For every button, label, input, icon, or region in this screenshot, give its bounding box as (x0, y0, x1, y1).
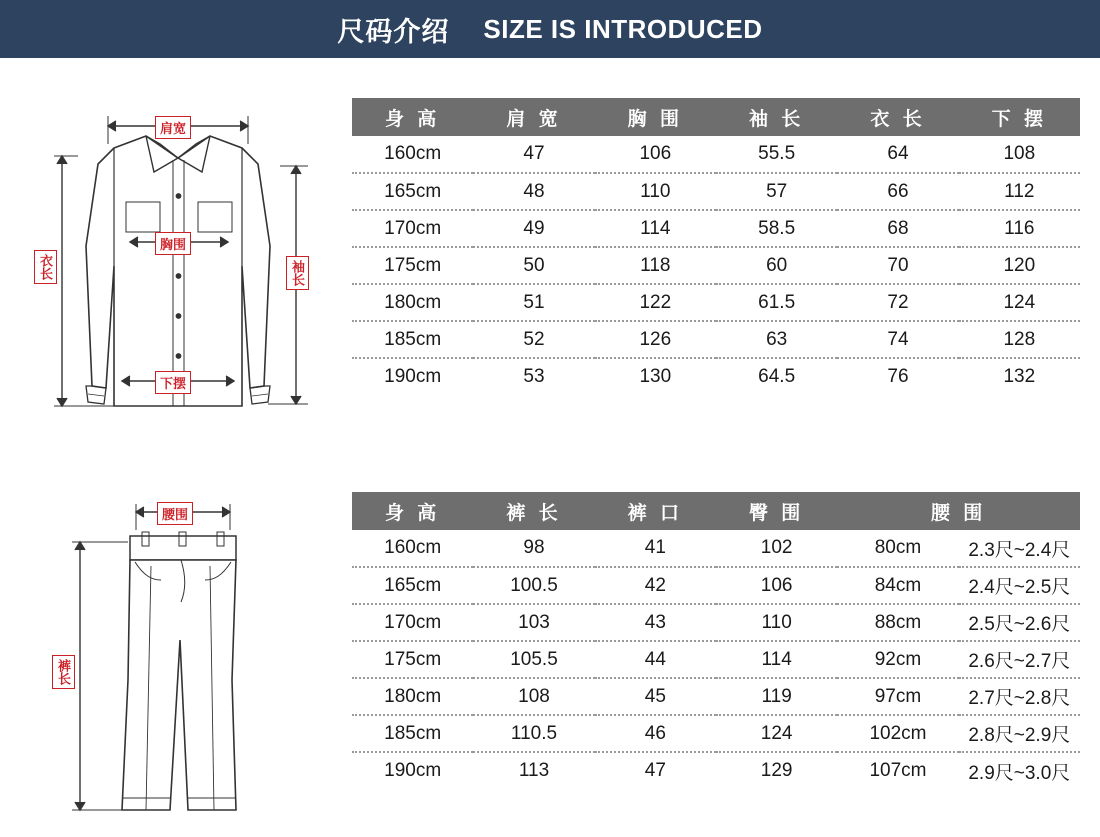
cell-chest: 114 (595, 210, 716, 247)
cell-hip: 110 (716, 604, 837, 641)
label-pants-length: 裤长 (52, 655, 75, 689)
cell-chest: 126 (595, 321, 716, 358)
cell-sleeve: 63 (716, 321, 837, 358)
cell-hip: 119 (716, 678, 837, 715)
cell-length: 76 (837, 358, 958, 395)
col-header-chest: 胸 围 (595, 98, 716, 136)
cell-sleeve: 64.5 (716, 358, 837, 395)
table-row (352, 604, 1080, 641)
cell-shoulder: 49 (473, 210, 594, 247)
cell-hem: 132 (959, 358, 1080, 395)
cell-sleeve: 60 (716, 247, 837, 284)
cell-hem: 128 (959, 321, 1080, 358)
cell-height: 160cm (352, 136, 473, 173)
cell-shoulder: 53 (473, 358, 594, 395)
cell-waist-cm: 80cm (837, 530, 958, 567)
cell-chest: 110 (595, 173, 716, 210)
cell-pants-opening: 46 (595, 715, 716, 752)
cell-waist-chi: 2.8尺~2.9尺 (959, 715, 1080, 752)
cell-height: 175cm (352, 247, 473, 284)
table-row (352, 752, 1080, 789)
cell-waist-cm: 97cm (837, 678, 958, 715)
shirt-diagram (18, 86, 338, 416)
cell-hip: 114 (716, 641, 837, 678)
cell-height: 185cm (352, 715, 473, 752)
cell-length: 66 (837, 173, 958, 210)
table-row (352, 136, 1080, 173)
table-row (352, 210, 1080, 247)
cell-height: 170cm (352, 210, 473, 247)
cell-pants-opening: 45 (595, 678, 716, 715)
col-header-pants-opening: 裤 口 (595, 492, 716, 530)
cell-waist-chi: 2.7尺~2.8尺 (959, 678, 1080, 715)
cell-hip: 102 (716, 530, 837, 567)
cell-chest: 130 (595, 358, 716, 395)
label-waist: 腰围 (157, 502, 193, 525)
col-header-height: 身 高 (352, 98, 473, 136)
cell-waist-cm: 88cm (837, 604, 958, 641)
cell-length: 64 (837, 136, 958, 173)
table-row (352, 173, 1080, 210)
col-header-hem: 下 摆 (959, 98, 1080, 136)
cell-height: 185cm (352, 321, 473, 358)
cell-hip: 124 (716, 715, 837, 752)
cell-waist-cm: 92cm (837, 641, 958, 678)
table-row (352, 678, 1080, 715)
cell-waist-cm: 107cm (837, 752, 958, 789)
col-header-waist: 腰 围 (837, 492, 1080, 530)
table-row (352, 247, 1080, 284)
label-garment-length: 衣长 (34, 250, 57, 284)
cell-sleeve: 61.5 (716, 284, 837, 321)
cell-waist-chi: 2.3尺~2.4尺 (959, 530, 1080, 567)
col-header-shoulder: 肩 宽 (473, 98, 594, 136)
cell-pants-opening: 43 (595, 604, 716, 641)
cell-hip: 129 (716, 752, 837, 789)
cell-length: 72 (837, 284, 958, 321)
label-sleeve-length: 袖长 (286, 256, 309, 290)
col-header-sleeve: 袖 长 (716, 98, 837, 136)
table-row (352, 567, 1080, 604)
cell-shoulder: 47 (473, 136, 594, 173)
table-header-row (352, 492, 1080, 530)
cell-shoulder: 51 (473, 284, 594, 321)
pants-diagram (18, 480, 338, 830)
cell-pants-opening: 47 (595, 752, 716, 789)
cell-pants-opening: 42 (595, 567, 716, 604)
cell-hem: 124 (959, 284, 1080, 321)
cell-shoulder: 52 (473, 321, 594, 358)
pants-size-table (352, 492, 1080, 789)
cell-pants-length: 100.5 (473, 567, 594, 604)
cell-height: 165cm (352, 173, 473, 210)
cell-length: 68 (837, 210, 958, 247)
pants-size-table-wrap (352, 492, 1080, 789)
table-header-row (352, 98, 1080, 136)
cell-pants-opening: 41 (595, 530, 716, 567)
header-title-cn: 尺码介绍 (337, 16, 450, 47)
cell-sleeve: 58.5 (716, 210, 837, 247)
cell-shoulder: 50 (473, 247, 594, 284)
cell-height: 160cm (352, 530, 473, 567)
cell-height: 190cm (352, 358, 473, 395)
cell-waist-cm: 102cm (837, 715, 958, 752)
col-header-height: 身 高 (352, 492, 473, 530)
cell-length: 74 (837, 321, 958, 358)
cell-height: 175cm (352, 641, 473, 678)
cell-length: 70 (837, 247, 958, 284)
table-row (352, 284, 1080, 321)
cell-sleeve: 57 (716, 173, 837, 210)
table-row (352, 641, 1080, 678)
cell-waist-chi: 2.9尺~3.0尺 (959, 752, 1080, 789)
table-row (352, 321, 1080, 358)
col-header-pants-length: 裤 长 (473, 492, 594, 530)
cell-hem: 112 (959, 173, 1080, 210)
cell-height: 190cm (352, 752, 473, 789)
cell-pants-length: 108 (473, 678, 594, 715)
page-header (0, 0, 1100, 58)
table-row (352, 715, 1080, 752)
cell-pants-opening: 44 (595, 641, 716, 678)
cell-pants-length: 103 (473, 604, 594, 641)
cell-chest: 106 (595, 136, 716, 173)
cell-shoulder: 48 (473, 173, 594, 210)
cell-hem: 108 (959, 136, 1080, 173)
cell-pants-length: 110.5 (473, 715, 594, 752)
cell-chest: 122 (595, 284, 716, 321)
cell-pants-length: 113 (473, 752, 594, 789)
table-row (352, 530, 1080, 567)
col-header-hip: 臀 围 (716, 492, 837, 530)
header-title-en: SIZE IS INTRODUCED (483, 13, 763, 44)
cell-height: 165cm (352, 567, 473, 604)
cell-waist-chi: 2.6尺~2.7尺 (959, 641, 1080, 678)
cell-hip: 106 (716, 567, 837, 604)
top-size-table (352, 98, 1080, 395)
cell-pants-length: 105.5 (473, 641, 594, 678)
cell-height: 170cm (352, 604, 473, 641)
cell-hem: 120 (959, 247, 1080, 284)
col-header-length: 衣 长 (837, 98, 958, 136)
cell-pants-length: 98 (473, 530, 594, 567)
cell-waist-cm: 84cm (837, 567, 958, 604)
label-shoulder-width: 肩宽 (155, 116, 191, 139)
cell-height: 180cm (352, 678, 473, 715)
cell-waist-chi: 2.4尺~2.5尺 (959, 567, 1080, 604)
cell-chest: 118 (595, 247, 716, 284)
label-hem: 下摆 (155, 371, 191, 394)
cell-hem: 116 (959, 210, 1080, 247)
cell-sleeve: 55.5 (716, 136, 837, 173)
table-row (352, 358, 1080, 395)
top-size-table-wrap (352, 98, 1080, 395)
cell-height: 180cm (352, 284, 473, 321)
cell-waist-chi: 2.5尺~2.6尺 (959, 604, 1080, 641)
label-chest: 胸围 (155, 232, 191, 255)
